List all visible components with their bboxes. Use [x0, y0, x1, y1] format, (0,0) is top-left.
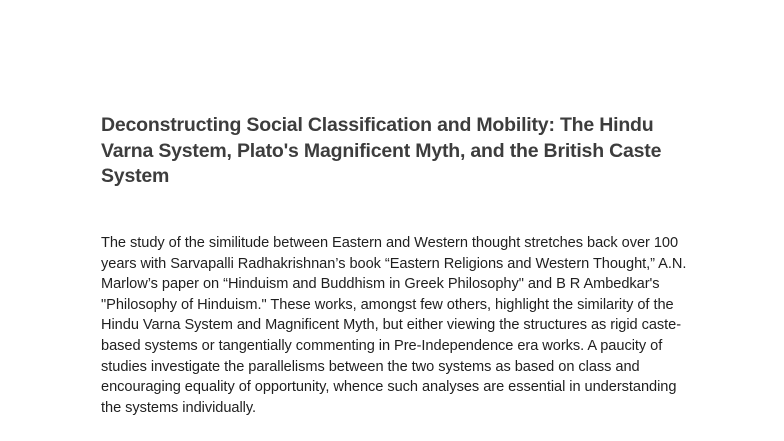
- article: [101, 113, 691, 416]
- document-title: Deconstructing Social Classification and Mobility: The Hindu Varna System, Plato's Magnificent Myth, and the British Caste System: [101, 114, 662, 187]
- abstract-paragraph: The study of the similitude between Eastern and Western thought stretches back over 100 years with Sarvapalli Radhakrishnan’s book “Eastern Religions and Western Thought,” A.N. Marlow’s paper on “Hinduism and Buddhism in Greek Philosophy" and B R Ambedkar's "Philosophy of Hinduism." These works, amongst few others, highlight the similarity of the Hindu Varna System and Magnificent Myth, but either viewing the structures as rigid caste-based systems or tangentially commenting in Pre-Independence era works. A paucity of studies investigate the parallelisms between the two systems as based on class and encouraging equality of opportunity, whence such analyses are essential in understanding the systems individually.: [101, 235, 687, 416]
